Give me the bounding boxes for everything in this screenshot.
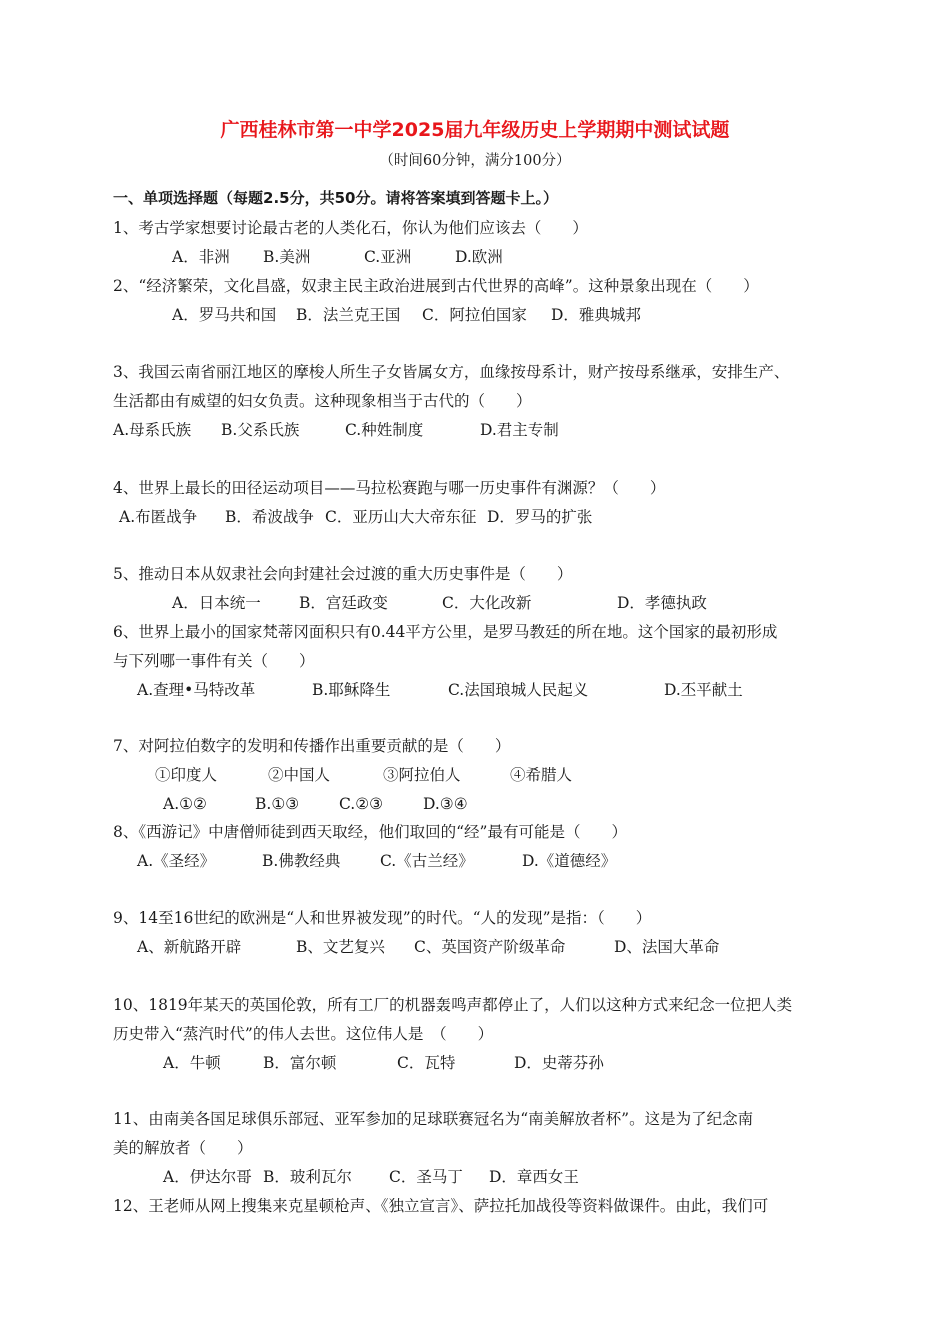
question-11-stem-line2: 美的解放者（ ）	[113, 1139, 253, 1157]
question-3-option-a: A.母系氏族	[113, 421, 192, 439]
question-11-option-a: A．伊达尔哥	[163, 1168, 252, 1186]
question-10-option-a: A．牛顿	[163, 1054, 221, 1072]
section-heading: 一、单项选择题（每题2.5分，共50分。请将答案填到答题卡上。）	[113, 189, 558, 207]
question-1-option-c: C.亚洲	[364, 248, 412, 266]
question-9-option-d: D、法国大革命	[614, 938, 720, 956]
question-7-item-2: ②中国人	[268, 766, 331, 784]
question-5-option-b: B．宫廷政变	[299, 594, 388, 612]
page-title: 广西桂林市第一中学2025届九年级历史上学期期中测试试题	[220, 119, 730, 141]
question-7-stem: 7、对阿拉伯数字的发明和传播作出重要贡献的是（ ）	[113, 737, 511, 755]
question-3-stem-line2: 生活都由有威望的妇女负责。这种现象相当于古代的（ ）	[113, 392, 532, 410]
question-10-option-b: B．富尔顿	[263, 1054, 337, 1072]
question-6-option-b: B.耶稣降生	[312, 681, 391, 699]
question-11-option-d: D．章西女王	[489, 1168, 579, 1186]
question-6-option-d: D.丕平献土	[664, 681, 743, 699]
question-9-option-b: B、文艺复兴	[296, 938, 385, 956]
question-8-option-d: D.《道德经》	[522, 852, 617, 870]
question-12-stem-line1: 12、王老师从网上搜集来克星顿枪声、《独立宣言》、萨拉托加战役等资料做课件。由此，我们可	[113, 1197, 769, 1215]
question-4-option-a: A.布匿战争	[119, 508, 198, 526]
exam-info: （时间60分钟，满分100分）	[379, 153, 571, 169]
question-2-option-a: A．罗马共和国	[172, 306, 277, 324]
question-6-stem-line2: 与下列哪一事件有关（ ）	[113, 652, 315, 670]
question-10-option-c: C．瓦特	[397, 1054, 456, 1072]
question-6-stem-line1: 6、世界上最小的国家梵蒂冈面积只有0.44平方公里，是罗马教廷的所在地。这个国家的最初形成	[113, 623, 778, 641]
question-3-option-c: C.种姓制度	[345, 421, 424, 439]
question-9-option-c: C、英国资产阶级革命	[414, 938, 566, 956]
question-8-stem: 8、《西游记》中唐僧师徒到西天取经，他们取回的“经”最有可能是（ ）	[113, 823, 627, 841]
question-2-option-b: B．法兰克王国	[296, 306, 401, 324]
question-7-option-d: D.③④	[423, 795, 468, 813]
question-10-stem-line2: 历史带入“蒸汽时代”的伟人去世。这位伟人是 （ ）	[113, 1025, 494, 1043]
question-1-option-b: B.美洲	[263, 248, 311, 266]
question-1-stem: 1、考古学家想要讨论最古老的人类化石，你认为他们应该去（ ）	[113, 219, 588, 237]
question-7-item-1: ①印度人	[155, 766, 218, 784]
question-10-stem-line1: 10、1819年某天的英国伦敦，所有工厂的机器轰鸣声都停止了，人们以这种方式来纪念一位把人类	[113, 996, 793, 1014]
question-6-option-c: C.法国琅城人民起义	[448, 681, 589, 699]
question-11-option-c: C．圣马丁	[389, 1168, 463, 1186]
question-9-stem: 9、14至16世纪的欧洲是“人和世界被发现”的时代。“人的发现”是指：（ ）	[113, 909, 652, 927]
question-11-option-b: B．玻利瓦尔	[263, 1168, 352, 1186]
question-9-option-a: A、新航路开辟	[137, 938, 242, 956]
question-10-option-d: D．史蒂芬孙	[514, 1054, 604, 1072]
question-4-option-d: D．罗马的扩张	[487, 508, 593, 526]
question-2-stem: 2、“经济繁荣，文化昌盛，奴隶主民主政治进展到古代世界的高峰”。这种景象出现在（ ）	[113, 277, 759, 295]
question-5-option-a: A．日本统一	[172, 594, 261, 612]
question-8-option-a: A.《圣经》	[137, 852, 216, 870]
question-1-option-d: D.欧洲	[455, 248, 503, 266]
question-5-stem: 5、推动日本从奴隶社会向封建社会过渡的重大历史事件是（ ）	[113, 565, 573, 583]
question-5-option-d: D．孝德执政	[617, 594, 707, 612]
question-7-option-b: B.①③	[255, 795, 300, 813]
question-6-option-a: A.查理•马特改革	[137, 681, 256, 699]
question-4-stem: 4、世界上最长的田径运动项目——马拉松赛跑与哪一历史事件有渊源？（ ）	[113, 479, 666, 497]
question-3-stem-line1: 3、我国云南省丽江地区的摩梭人所生子女皆属女方，血缘按母系计，财产按母系继承，安排生产、	[113, 363, 790, 381]
question-3-option-b: B.父系氏族	[221, 421, 300, 439]
question-8-option-c: C.《古兰经》	[380, 852, 474, 870]
question-7-item-3: ③阿拉伯人	[383, 766, 461, 784]
question-4-option-b: B．希波战争	[225, 508, 314, 526]
question-8-option-b: B.佛教经典	[262, 852, 341, 870]
question-2-option-c: C．阿拉伯国家	[422, 306, 527, 324]
question-4-option-c: C．亚历山大大帝东征	[325, 508, 477, 526]
question-7-item-4: ④希腊人	[510, 766, 573, 784]
question-1-option-a: A．非洲	[172, 248, 230, 266]
question-7-option-a: A.①②	[163, 795, 207, 813]
question-3-option-d: D.君主专制	[480, 421, 559, 439]
question-11-stem-line1: 11、由南美各国足球俱乐部冠、亚军参加的足球联赛冠名为“南美解放者杯”。这是为了纪念南	[113, 1110, 754, 1128]
question-7-option-c: C.②③	[339, 795, 384, 813]
question-2-option-d: D．雅典城邦	[551, 306, 641, 324]
question-5-option-c: C．大化改新	[442, 594, 532, 612]
